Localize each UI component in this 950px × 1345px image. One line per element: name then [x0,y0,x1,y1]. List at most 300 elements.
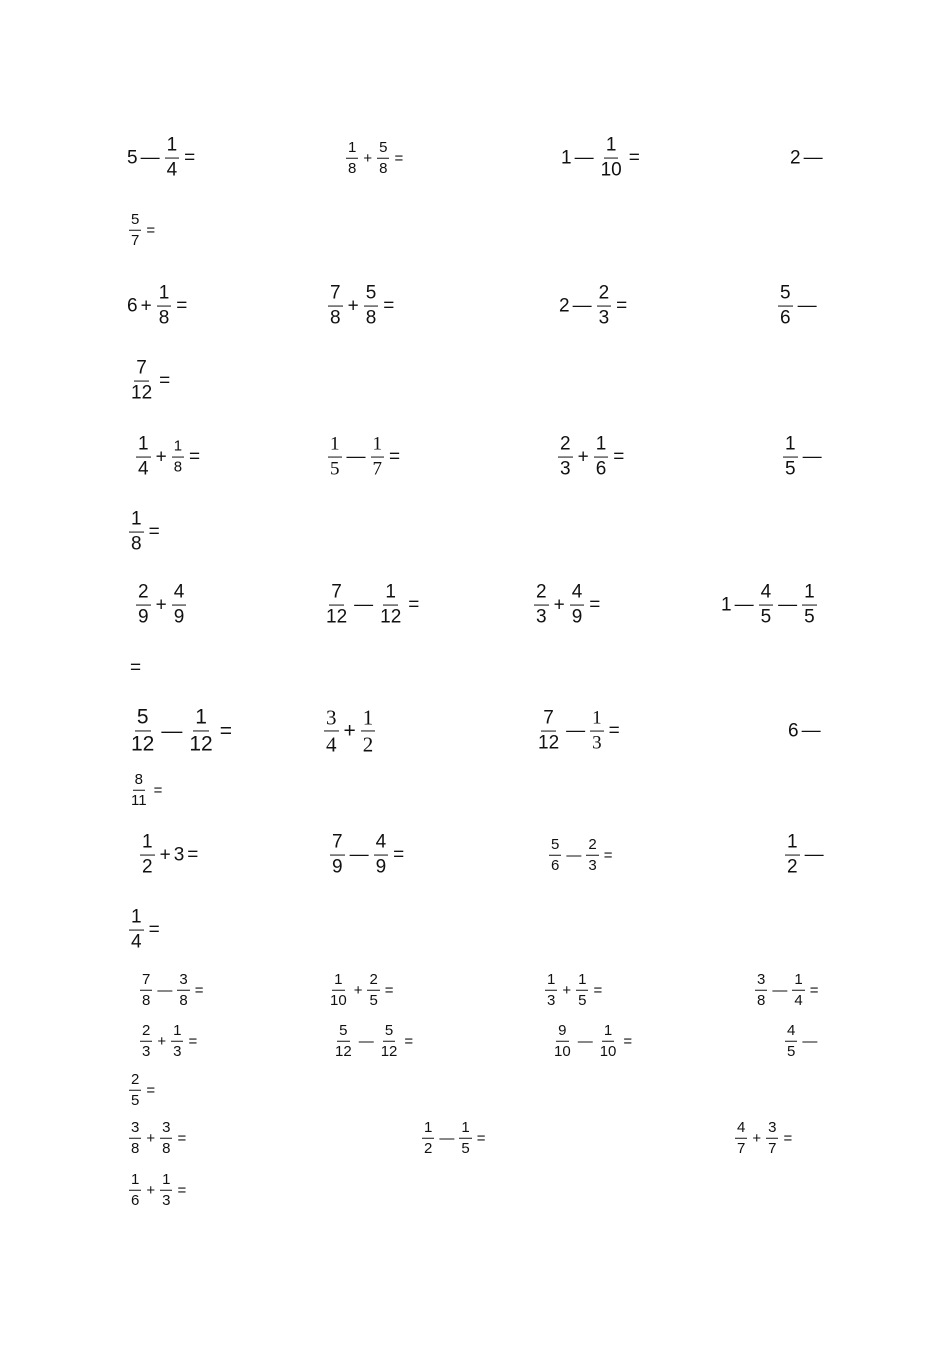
operator: + [157,1032,167,1050]
denominator: 8 [158,307,170,329]
math-problem [561,136,643,181]
fraction [160,1120,172,1157]
fraction [598,1023,619,1060]
operator: = [188,1032,198,1050]
fraction [785,833,800,878]
denominator: 6 [780,307,791,329]
math-problem [753,972,821,1009]
fraction [570,583,585,628]
math-problem [331,1023,416,1060]
operator: = [148,919,160,941]
operator: + [347,295,359,317]
fraction [576,972,588,1009]
numerator: 1 [422,1120,434,1139]
numerator: 1 [576,972,588,991]
denominator: 10 [554,1042,571,1060]
fraction [187,706,214,755]
math-problem [543,972,605,1009]
math-problem [550,1023,635,1060]
operator: — [802,446,822,468]
denominator: 11 [131,791,147,809]
math-problem [322,706,377,755]
math-problem [532,583,603,628]
math-problem [127,212,158,249]
math-problem [127,908,163,953]
numerator: 4 [785,1023,797,1042]
numerator: 1 [802,583,817,606]
operator: + [140,295,152,317]
operator: = [393,844,405,866]
fraction [129,1120,141,1157]
fraction [129,1172,141,1209]
math-problem [127,510,163,555]
fraction [778,284,793,329]
operator: = [608,720,620,742]
operator: — [349,844,369,866]
denominator: 12 [326,606,348,628]
denominator: 3 [536,606,547,628]
math-problem [138,833,201,878]
numerator: 1 [332,972,344,991]
denominator: 4 [326,732,337,757]
math-problem [556,435,627,480]
denominator: 5 [804,606,815,628]
denominator: 8 [162,1139,171,1157]
operator: — [577,1032,593,1050]
fraction [129,706,156,755]
denominator: 12 [380,606,402,628]
denominator: 3 [173,1042,182,1060]
operator: + [343,719,356,743]
numerator: 5 [383,1023,395,1042]
numerator: 4 [570,583,585,606]
fraction [328,435,342,480]
operator: = [153,781,163,799]
operator: + [353,981,363,999]
operator: = [408,594,420,616]
denominator: 5 [369,991,378,1009]
numerator: 5 [129,212,141,231]
fraction [328,972,349,1009]
fraction [534,583,549,628]
numerator: 3 [324,706,339,731]
denominator: 7 [131,231,140,249]
operator: + [577,446,589,468]
fraction [549,837,561,874]
whole-number: 6 [788,720,799,742]
operator: = [394,149,404,167]
math-problem [326,972,397,1009]
math-problem [127,284,190,329]
operator: = [177,1181,187,1199]
math-problem [127,659,144,678]
numerator: 8 [133,772,145,791]
numerator: 2 [129,1072,141,1091]
operator: = [809,981,819,999]
numerator: 1 [604,136,619,159]
denominator: 10 [599,1042,617,1060]
fraction [140,1023,152,1060]
denominator: 5 [760,606,772,628]
fraction [422,1120,434,1157]
operator: + [146,1181,156,1199]
denominator: 2 [142,856,153,878]
math-problem [138,972,206,1009]
fraction [735,1120,747,1157]
fraction [324,583,349,628]
numerator: 5 [778,284,793,307]
denominator: 2 [787,856,798,878]
math-problem [127,1172,189,1209]
math-problem [134,435,203,480]
fraction [364,284,379,329]
operator: = [476,1129,486,1147]
denominator: 4 [138,458,149,480]
numerator: 1 [136,435,151,458]
operator: + [553,594,565,616]
denominator: 7 [372,458,382,480]
numerator: 1 [590,709,604,732]
math-problem [134,583,188,628]
fraction [140,833,155,878]
operator: + [146,1129,156,1147]
fraction [766,1120,778,1157]
numerator: 1 [140,833,155,856]
numerator: 3 [755,972,767,991]
fraction [136,435,151,480]
math-problem [328,833,407,878]
operator: — [346,446,366,468]
numerator: 2 [367,972,379,991]
operator: — [778,594,798,616]
denominator: 8 [179,991,188,1009]
denominator: 3 [598,307,610,329]
denominator: 9 [571,606,583,628]
denominator: 2 [424,1139,433,1157]
denominator: 12 [189,732,213,756]
numerator: 1 [545,972,557,991]
operator: + [363,149,373,167]
numerator: 4 [374,833,389,856]
math-problem [127,1120,189,1157]
whole-number: 2 [559,295,570,317]
fraction [361,706,376,755]
fraction [177,972,189,1009]
numerator: 2 [140,1023,152,1042]
operator: — [354,594,374,616]
denominator: 8 [330,307,341,329]
fraction [129,510,144,555]
numerator: 7 [134,359,149,382]
denominator: 12 [380,1042,398,1060]
fraction [599,136,624,181]
numerator: 4 [735,1120,747,1139]
numerator: 1 [129,1172,141,1191]
math-problem [781,435,825,480]
fraction [171,1023,183,1060]
denominator: 5 [578,991,587,1009]
fraction [755,972,767,1009]
math-problem [534,709,623,754]
operator: = [589,594,601,616]
fraction [552,1023,573,1060]
denominator: 4 [166,159,178,181]
math-problem [127,706,235,755]
operator: — [802,1032,818,1050]
numerator: 7 [328,284,343,307]
denominator: 8 [142,991,151,1009]
denominator: 12 [131,382,153,404]
whole-number: 5 [127,147,138,169]
denominator: 3 [588,856,597,874]
denominator: 6 [595,458,607,480]
fraction [129,772,149,809]
numerator: 1 [328,435,342,458]
operator: — [574,147,594,169]
numerator: 2 [597,284,612,307]
denominator: 8 [757,991,766,1009]
numerator: 1 [594,435,609,458]
operator: — [804,844,824,866]
numerator: 5 [364,284,379,307]
whole-number: 1 [561,147,572,169]
denominator: 8 [348,159,357,177]
math-problem [326,435,403,480]
fraction [367,972,379,1009]
numerator: 2 [586,837,598,856]
whole-number: 2 [790,147,801,169]
fraction [374,833,389,878]
operator: — [734,594,754,616]
numerator: 1 [165,136,180,159]
fraction [597,284,612,329]
denominator: 12 [538,732,560,754]
numerator: 3 [160,1120,172,1139]
denominator: 3 [547,991,556,1009]
operator: + [562,981,572,999]
operator: = [593,981,603,999]
operator: = [184,147,196,169]
operator: = [219,719,232,743]
math-problem [127,1072,158,1109]
math-problem [326,284,397,329]
numerator: 1 [785,833,800,856]
math-problem [733,1120,795,1157]
denominator: 3 [142,1042,151,1060]
denominator: 3 [162,1191,171,1209]
fraction [129,1072,141,1109]
operator: + [155,594,167,616]
numerator: 7 [541,709,556,732]
operator: — [157,981,173,999]
fraction [586,837,598,874]
operator: = [389,446,401,468]
denominator: 8 [131,533,142,555]
fraction [759,583,774,628]
math-problem [721,583,819,628]
operator: — [572,295,592,317]
numerator: 7 [140,972,152,991]
numerator: 4 [759,583,774,606]
operator: + [159,844,171,866]
operator: = [148,521,160,543]
operator: — [772,981,788,999]
operator: = [384,981,394,999]
math-problem [420,1120,488,1157]
fraction [330,833,345,878]
operator: = [404,1032,414,1050]
numerator: 3 [177,972,189,991]
operator: — [797,295,817,317]
operator: + [155,446,167,468]
numerator: 5 [135,706,151,731]
fraction [378,583,403,628]
math-problem [138,1023,200,1060]
fraction [160,1172,172,1209]
operator: — [801,720,821,742]
operator: = [623,1032,633,1050]
denominator: 9 [173,606,185,628]
operator: — [566,846,582,864]
math-problem [783,833,827,878]
numerator: 1 [459,1120,471,1139]
math-problem [776,284,820,329]
denominator: 5 [787,1042,796,1060]
numerator: 2 [136,583,151,606]
numerator: 1 [383,583,398,606]
denominator: 7 [737,1139,746,1157]
denominator: 8 [365,307,377,329]
numerator: 9 [556,1023,568,1042]
numerator: 1 [783,435,798,458]
fraction [785,1023,797,1060]
denominator: 7 [768,1139,777,1157]
operator: — [358,1032,374,1050]
math-problem [127,136,198,181]
fraction [371,435,385,480]
numerator: 7 [330,833,345,856]
numerator: 1 [129,510,144,533]
fraction [459,1120,471,1157]
denominator: 5 [461,1139,470,1157]
denominator: 3 [560,458,571,480]
math-problem [547,837,615,874]
operator: — [140,147,160,169]
fraction [157,284,172,329]
operator: — [439,1129,455,1147]
fraction [129,908,144,953]
math-problem [559,284,630,329]
numerator: 1 [792,972,804,991]
denominator: 4 [794,991,803,1009]
numerator: 3 [129,1120,141,1139]
math-problem [783,1023,820,1060]
denominator: 9 [332,856,343,878]
fraction [594,435,609,480]
numerator: 7 [329,583,344,606]
operator: = [189,446,201,468]
operator: + [752,1129,762,1147]
operator: = [194,981,204,999]
math-problem [344,140,406,177]
fraction [792,972,804,1009]
numerator: 5 [377,140,389,159]
denominator: 3 [592,732,602,754]
operator: — [566,720,586,742]
denominator: 6 [131,1191,140,1209]
fraction [165,136,180,181]
fraction [379,1023,400,1060]
numerator: 5 [549,837,561,856]
fraction [783,435,798,480]
numerator: 1 [172,439,184,458]
operator: = [187,844,199,866]
fraction [802,583,817,628]
numerator: 2 [534,583,549,606]
math-problem [322,583,422,628]
operator: = [146,1081,156,1099]
operator: = [783,1129,793,1147]
denominator: 6 [551,856,560,874]
math-problem [790,149,826,168]
denominator: 2 [362,732,374,757]
numerator: 1 [157,284,172,307]
fraction [545,972,557,1009]
denominator: 9 [375,856,387,878]
operator: = [177,1129,187,1147]
fraction [129,212,141,249]
denominator: 10 [330,991,347,1009]
operator: = [130,657,142,679]
fraction [324,706,339,755]
math-problem [127,359,173,404]
numerator: 4 [172,583,187,606]
whole-number: 1 [721,594,732,616]
operator: = [176,295,188,317]
denominator: 8 [379,159,388,177]
fraction [172,583,187,628]
numerator: 1 [346,140,358,159]
operator: = [628,147,640,169]
denominator: 12 [335,1042,352,1060]
numerator: 1 [602,1023,614,1042]
numerator: 1 [371,435,385,458]
denominator: 10 [600,159,622,181]
fraction [328,284,343,329]
denominator: 8 [173,458,183,476]
operator: = [613,446,625,468]
math-problem [788,722,824,741]
operator: — [161,719,183,743]
denominator: 5 [131,1091,140,1109]
operator: = [603,846,613,864]
whole-number: 6 [127,295,138,317]
numerator: 1 [160,1172,172,1191]
math-problem [127,772,165,809]
denominator: 9 [138,606,149,628]
numerator: 1 [193,706,209,731]
fraction [558,435,573,480]
fraction [129,359,154,404]
fraction [136,583,151,628]
fraction [590,709,604,754]
numerator: 3 [766,1120,778,1139]
denominator: 4 [131,931,142,953]
denominator: 8 [131,1139,140,1157]
denominator: 12 [131,732,155,756]
whole-number: 3 [173,844,185,866]
operator: — [803,147,823,169]
